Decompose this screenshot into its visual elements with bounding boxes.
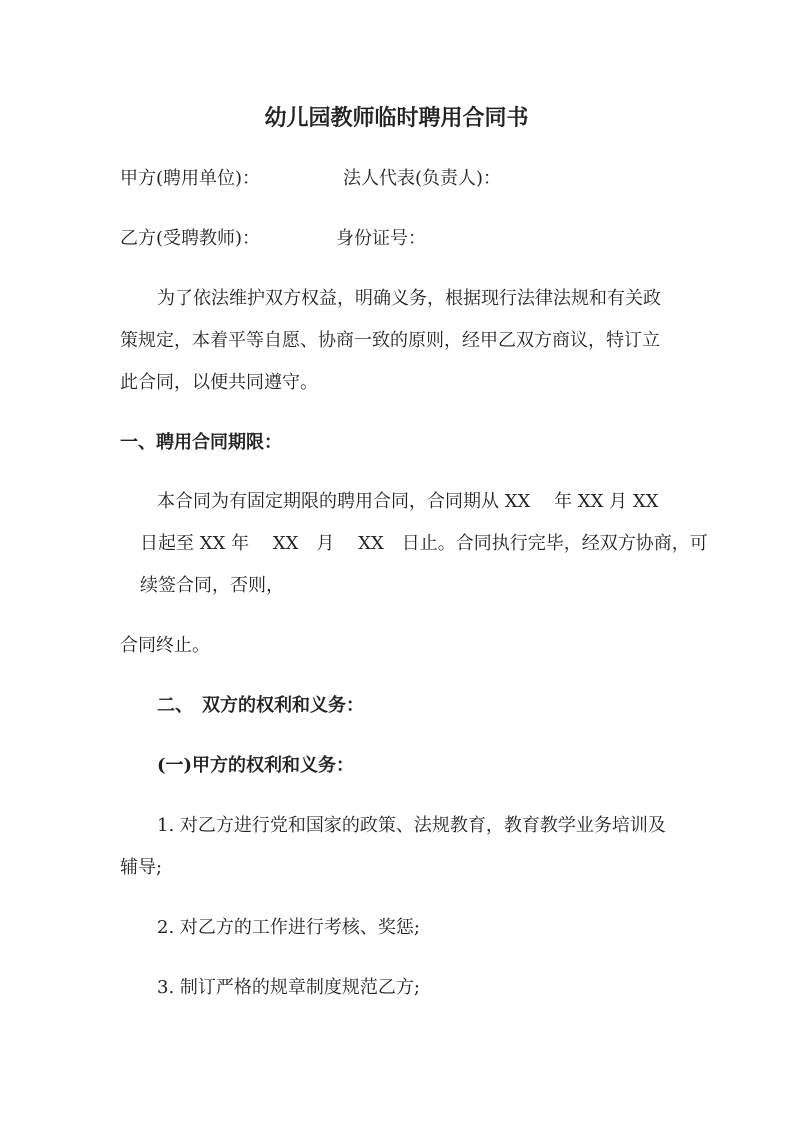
section-2a-item-1: 1. 对乙方进行党和国家的政策、法规教育，教育教学业务培训及 — [157, 815, 666, 836]
section-1-line-2: 日起至 XX 年 XX 月 XX 日止。合同执行完毕，经双方协商，可 — [140, 533, 708, 554]
section-2a-item-1-cont: 辅导; — [120, 857, 163, 878]
section-2a-item-3: 3. 制订严格的规章制度规范乙方; — [157, 977, 420, 998]
intro-line-1: 为了依法维护双方权益，明确义务，根据现行法律法规和有关政 — [157, 288, 661, 309]
section-2-heading: 二、 双方的权利和义务： — [157, 695, 364, 716]
section-1-line-1: 本合同为有固定期限的聘用合同，合同期从 XX 年 XX 月 XX — [157, 491, 659, 512]
party-a-label: 甲方(聘用单位)： — [120, 168, 261, 189]
document-title: 幼儿园教师临时聘用合同书 — [264, 105, 529, 131]
party-a-representative-label: 法人代表(负责人)： — [343, 168, 502, 189]
section-2a-item-2: 2. 对乙方的工作进行考核、奖惩; — [157, 917, 420, 938]
party-b-id-label: 身份证号： — [336, 228, 426, 249]
section-1-line-3: 续签合同，否则， — [140, 575, 284, 596]
party-b-label: 乙方(受聘教师)： — [120, 228, 261, 249]
section-2a-heading: (一)甲方的权利和义务： — [157, 755, 355, 776]
intro-line-2: 策规定，本着平等自愿、协商一致的原则，经甲乙双方商议，特订立 — [120, 330, 660, 351]
intro-line-3: 此合同，以便共同遵守。 — [120, 372, 318, 393]
section-1-line-4: 合同终止。 — [120, 635, 210, 656]
section-1-heading: 一、聘用合同期限： — [120, 432, 282, 453]
